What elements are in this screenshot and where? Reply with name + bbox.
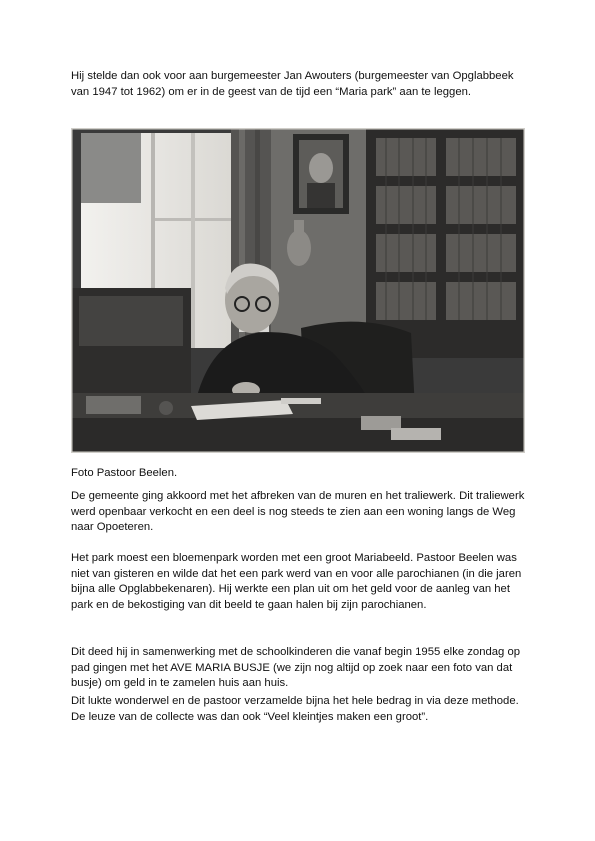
intro-paragraph: Hij stelde dan ook voor aan burgemeester Jan Awouters (burgemeester van Opglabbeek van 1947 tot 1962) om er in de geest van de tijd een “Maria park” aan te leggen.: [71, 70, 514, 98]
paragraph-collecte: Dit lukte wonderwel en de pastoor verzamelde bijna het hele bedrag in via deze methode. De leuze van de collecte was dan ook “Veel kleintjes maken een groot”.: [71, 695, 519, 723]
photo-pastoor-beelen: [71, 128, 525, 453]
photo-caption: Foto Pastoor Beelen.: [71, 467, 178, 479]
paragraph-traliewerk: De gemeente ging akkoord met het afbreken van de muren en het traliewerk. Dit traliewerk werd openbaar verkocht en een deel is nog steeds te zien aan een woning langs de Weg naar Opoeteren.: [71, 490, 525, 534]
paragraph-bloemenpark: Het park moest een bloemenpark worden met een groot Mariabeeld. Pastoor Beelen was niet van gisteren en wilde dat het een park werd van en voor alle parochianen (in die jaren bijna alle Opglabbekenaren). Hij werkte een plan uit om het geld voor de aanleg van het park en de bekostiging van dit beeld te gaan halen bij zijn parochianen.: [71, 552, 522, 612]
paragraph-schoolkinderen: Dit deed hij in samenwerking met de schoolkinderen die vanaf begin 1955 elke zondag op pad gingen met het AVE MARIA BUSJE (we zijn nog altijd op zoek naar een foto van dat busje) om geld in te zamelen huis aan huis.: [71, 646, 521, 690]
